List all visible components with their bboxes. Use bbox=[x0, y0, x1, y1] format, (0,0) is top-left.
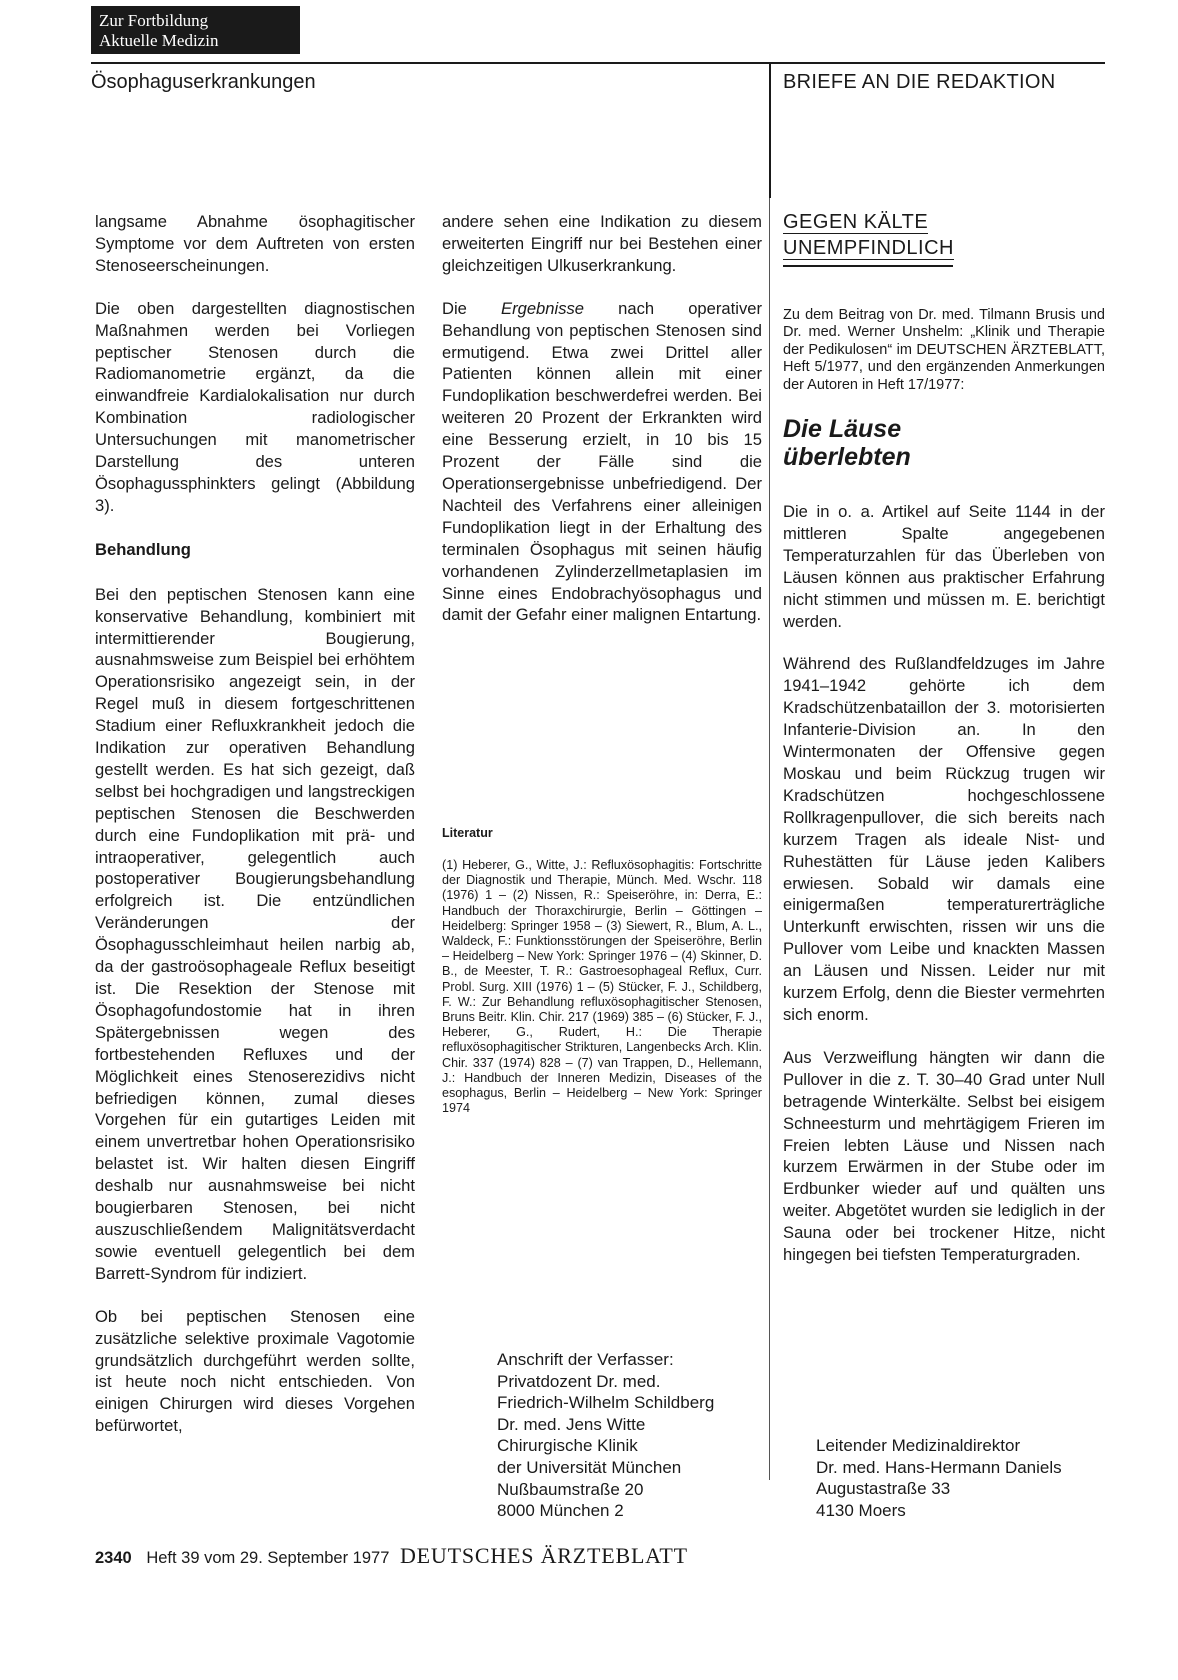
rubric-title: BRIEFE AN DIE REDAKTION bbox=[783, 71, 1056, 93]
term-ergebnisse: Ergebnisse bbox=[501, 298, 585, 318]
page-footer bbox=[95, 1543, 688, 1569]
address-line: Dr. med. Jens Witte bbox=[497, 1414, 646, 1434]
letter-title bbox=[783, 415, 1105, 471]
address-line: Privatdozent Dr. med. bbox=[497, 1371, 661, 1391]
letter-author-address bbox=[816, 1435, 1062, 1521]
address-line: der Universität München bbox=[497, 1457, 682, 1477]
letter-title-line-1: Die Läuse bbox=[783, 415, 902, 444]
col2-paragraph-2-lead: Die bbox=[442, 298, 501, 318]
journal-name: DEUTSCHES ÄRZTEBLATT bbox=[399, 1543, 688, 1568]
col3-paragraph-2: Während des Rußlandfeldzuges im Jahre 1941–1942 gehörte ich dem Kradschützenbataillon der 3. motorisierten Infanterie-Division an. In den Wintermonaten der Offensive gegen Moskau und beim Rückzug trugen wir Kradschützen hochgeschlossene Rollkragenpullover, die sich bereits nach kurzem Tragen als ideale Nist- und Ruhestätten für Läuse jeden Kalibers erwiesen. Sobald wir damals eine einigermaßen temperaturerträgliche Unterkunft erwischten, rissen wir uns die Pullover vom Leibe und knackten Massen an Läusen und Nissen. Leider nur mit kurzem Erfolg, denn die Biester vermehrten sich enorm. bbox=[783, 654, 1105, 1024]
section-title: Ösophaguserkrankungen bbox=[91, 71, 316, 93]
col1-paragraph-3: Bei den peptischen Stenosen kann eine konservative Behandlung, kombiniert mit intermittierender Bougierung, ausnahmsweise zum Beispiel bei erhöhtem Operationsrisiko angezeigt sein, in der Regel muß in diesem fortgeschrittenen Stadium einer Refluxkrankheit jedoch die Indikation zur operativen Behandlung gestellt werden. Es hat sich gezeigt, daß selbst bei hochgradigen und langstreckigen peptischen Stenosen die Beschwerden durch eine Fundoplikation mit prä- und intraoperativer, gelegentlich auch postoperativer Bougierungsbehandlung erfolgreich ist. Die entzündlichen Veränderungen der Ösophagusschleimhaut heilen narbig ab, da der gastroösophageale Reflux beseitigt ist. Die Resektion der Stenose mit Ösophagofundostomie hat in ihren Spätergebnissen wegen des fortbestehenden Refluxes und der Möglichkeit eines Stenoserezidivs nicht befriedigen können, zumal dieses Vorgehen für ein gutartiges Leiden mit einem unvertretbar hohen Operationsrisiko belastet ist. Wir halten diesen Eingriff deshalb nur ausnahmsweise bei nicht bougierbaren Stenosen, bei nicht auszuschließendem Malignitätsverdacht sowie eventuell gelegentlich bei dem Barrett-Syndrom für indiziert. bbox=[95, 584, 415, 1283]
column-3 bbox=[783, 211, 1105, 1287]
address-line: Augustastraße 33 bbox=[816, 1479, 951, 1499]
col1-paragraph-2: Die oben dargestellten diagnostischen Maßnahmen werden bei Vorliegen peptischer Stenosen durch die Radiomanometrie ergänzt, da die einwandfreie Kardialokalisation nur durch Kombination radiologischer Untersuchungen mit manometrischer Darstellung des unteren Ösophagussphinkters gelingt (Abbildung 3). bbox=[95, 298, 415, 515]
col2-paragraph-1: andere sehen eine Indikation zu diesem erweiterten Eingriff nur bei Bestehen einer gleichzeitigen Ulkuserkrankung. bbox=[442, 212, 762, 275]
address-line: 8000 München 2 bbox=[497, 1501, 624, 1521]
issue-info: Heft 39 vom 29. September 1977 bbox=[146, 1549, 390, 1567]
col1-paragraph-4: Ob bei peptischen Stenosen eine zusätzliche selektive proximale Vagotomie grundsätzlich durchgeführt werden sollte, ist heute noch nicht entschieden. Von einigen Chirurgen wird dieses Vorgehen befürwortet, bbox=[95, 1306, 415, 1436]
col2-paragraph-2 bbox=[442, 298, 762, 627]
column-1 bbox=[95, 211, 415, 1458]
badge-line-2: Aktuelle Medizin bbox=[99, 31, 219, 50]
address-line: 4130 Moers bbox=[816, 1500, 906, 1520]
address-line: Chirurgische Klinik bbox=[497, 1436, 638, 1456]
letter-heading bbox=[783, 209, 1105, 261]
column-2 bbox=[442, 211, 762, 647]
address-line: Leitender Medizinaldirektor bbox=[816, 1436, 1021, 1455]
column-divider bbox=[769, 198, 770, 1480]
heading-behandlung: Behandlung bbox=[95, 539, 191, 559]
letter-title-line-2: überlebten bbox=[783, 443, 911, 472]
literature-list: (1) Heberer, G., Witte, J.: Refluxösophagitis: Fortschritte der Diagnostik und Therapie, Münch. Med. Wschr. 118 (1976) 1 – (2) Nissen, R.: Speiseröhre, in: Derra, E.: Handbuch der Thoraxchirurgie, Berlin – Göttingen – Heidelberg: Springer 1958 – (3) Siewert, R., Blum, A. L., Waldeck, F.: Funktionsstörungen der Speiseröhre, Berlin – Heidelberg – New York: Springer 1976 – (4) Skinner, D. B., de Meester, T. R.: Gastroesophageal Reflux, Curr. Probl. Surg. XIII (1976) 1 – (5) Stücker, F. J., Schildberg, F. W.: Zur Behandlung refluxösophagitischer Stenosen, Bruns Beitr. Klin. Chir. 217 (1969) 385 – (6) Stücker, F. J., Heberer, G., Rudert, H.: Die Therapie refluxösophagitischer Strikturen, Langenbecks Arch. Klin. Chir. 337 (1974) 828 – (7) van Trappen, D., Hellemann, J.: Handbuch der Inneren Medizin, Diseases of the esophagus, Berlin – Heidelberg – New York: Springer 1974 bbox=[442, 858, 762, 1116]
col3-paragraph-1: Die in o. a. Artikel auf Seite 1144 in der mittleren Spalte angegebenen Temperaturzahlen für das Überleben von Läusen können aus praktischer Erfahrung nicht stimmen und müssen m. E. berichtigt werden. bbox=[783, 502, 1105, 631]
page-number: 2340 bbox=[95, 1549, 132, 1567]
literature-heading: Literatur bbox=[442, 826, 493, 840]
letter-intro: Zu dem Beitrag von Dr. med. Tilmann Brusis und Dr. med. Werner Unshelm: „Klinik und Therapie der Pedikulosen“ im DEUTSCHEN ÄRZTEBLATT, Heft 5/1977, und den ergänzenden Anmerkungen der Autoren in Heft 17/1977: bbox=[783, 307, 1105, 393]
address-line: Friedrich-Wilhelm Schildberg bbox=[497, 1393, 715, 1413]
badge-line-1: Zur Fortbildung bbox=[99, 11, 209, 30]
address-line: Nußbaumstraße 20 bbox=[497, 1479, 644, 1499]
letter-heading-line-2: UNEMPFINDLICH bbox=[783, 237, 954, 259]
col2-paragraph-2-rest: nach operativer Behandlung von peptischen Stenosen sind ermutigend. Etwa zwei Drittel aller Patienten können allein mit einer Fundoplikation beschwerdefrei werden. Bei weiteren 20 Prozent der Erkrankten wird eine Besserung erzielt, in 10 bis 15 Prozent der Fälle sind die Operationsergebnisse unbefriedigend. Der Nachteil des Verfahrens einer alleinigen Fundoplikation liegt in der Erhaltung des terminalen Ösophagus mit seinen häufig vorhandenen Zylinderzellmetaplasien im Sinne eines Endobrachyösophagus und damit der Gefahr einer malignen Entartung. bbox=[442, 298, 762, 625]
col3-paragraph-3: Aus Verzweiflung hängten wir dann die Pullover in die z. T. 30–40 Grad unter Null betragende Winterkälte. Selbst bei eisigem Schneesturm und mehrtägigem Frieren im Freien lebten Läuse und Nissen nach kurzem Erwärmen in der Stube oder im Erdbunker wieder auf und quälten uns weiter. Abgetötet wurden sie lediglich in der Sauna oder bei trockener Hitze, nicht hingegen bei tiefsten Temperaturgraden. bbox=[783, 1047, 1105, 1265]
address-line: Dr. med. Hans-Hermann Daniels bbox=[816, 1457, 1062, 1477]
header-rule bbox=[91, 62, 1105, 64]
author-address bbox=[497, 1349, 714, 1522]
address-line: Anschrift der Verfasser: bbox=[497, 1350, 674, 1369]
heading-rule bbox=[783, 265, 953, 267]
section-badge bbox=[91, 6, 300, 54]
col1-paragraph-1: langsame Abnahme ösophagitischer Symptome vor dem Auftreten von ersten Stenoseerscheinungen. bbox=[95, 212, 415, 275]
header-divider bbox=[769, 62, 771, 198]
letter-heading-line-1: GEGEN KÄLTE bbox=[783, 211, 929, 233]
